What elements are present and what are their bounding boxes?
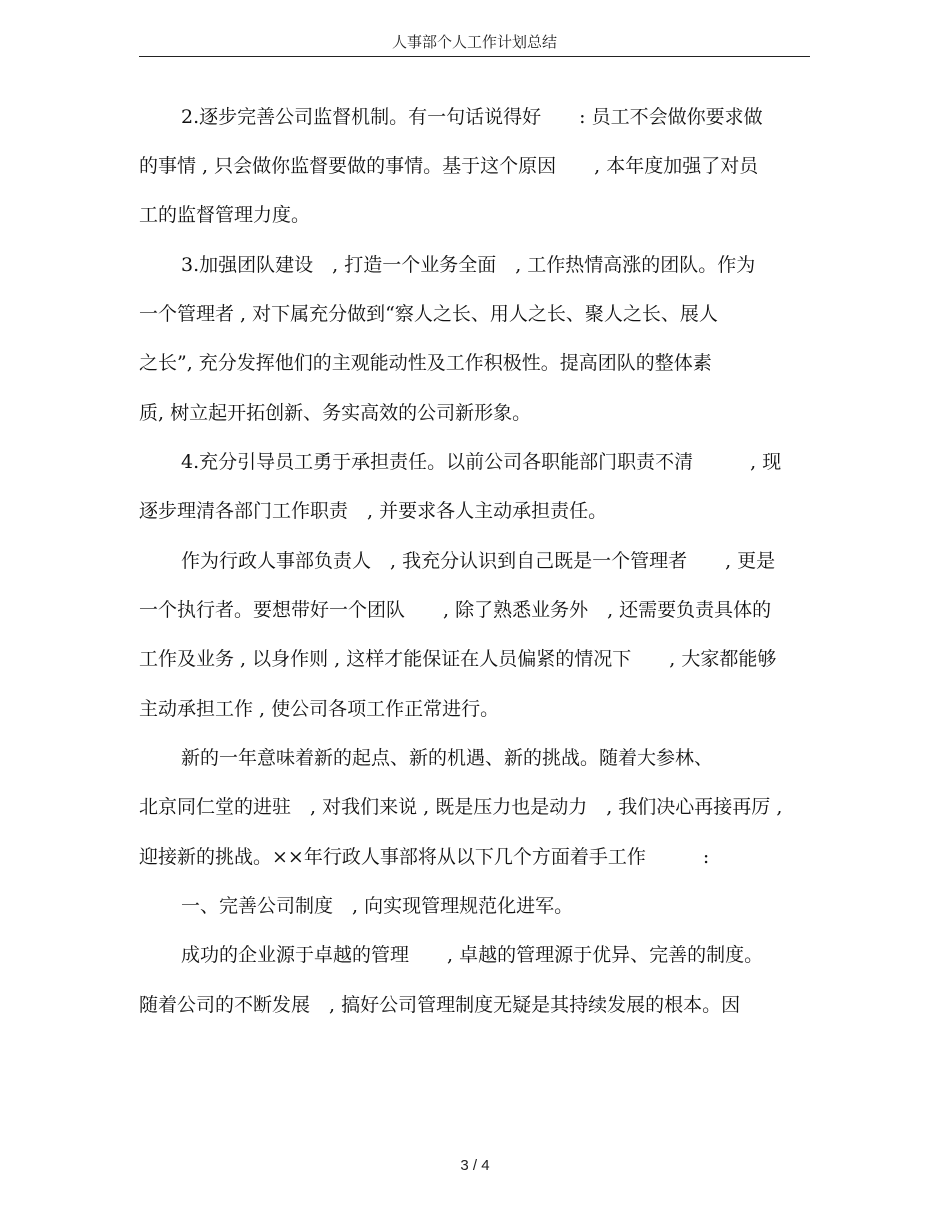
paragraph-line: 新的一年意味着新的起点、新的机遇、新的挑战。随着大参林、 — [181, 747, 714, 769]
paragraph-line: 4.充分引导员工勇于承担责任。以前公司各职能部门职责不清 , 现 — [181, 451, 782, 473]
paragraph-line: 之长”, 充分发挥他们的主观能动性及工作积极性。提高团队的整体素 — [139, 352, 712, 374]
paragraph-line: 迎接新的挑战。××年行政人事部将从以下几个方面着手工作 : — [139, 846, 710, 868]
paragraph-line: 2.逐步完善公司监督机制。有一句话说得好 : 员工不会做你要求做 — [181, 106, 763, 128]
paragraph-line: 逐步理清各部门工作职责 , 并要求各人主动承担责任。 — [139, 500, 608, 522]
paragraph-line: 成功的企业源于卓越的管理 , 卓越的管理源于优异、完善的制度。 — [181, 944, 764, 966]
paragraph-line: 工作及业务 , 以身作则 , 这样才能保证在人员偏紧的情况下 , 大家都能够 — [139, 648, 777, 670]
paragraph-line: 3.加强团队建设 , 打造一个业务全面 , 工作热情高涨的团队。作为 — [181, 254, 756, 276]
paragraph-line: 工的监督管理力度。 — [139, 204, 311, 226]
paragraph-line: 一个执行者。要想带好一个团队 , 除了熟悉业务外 , 还需要负责具体的 — [139, 599, 772, 621]
page-header — [139, 28, 810, 57]
paragraph-line: 北京同仁堂的进驻 , 对我们来说 , 既是压力也是动力 , 我们决心再接再厉 , — [139, 796, 783, 818]
paragraph-line: 随着公司的不断发展 , 搞好公司管理制度无疑是其持续发展的根本。因 — [139, 994, 741, 1016]
paragraph-line: 主动承担工作 , 使公司各项工作正常进行。 — [139, 698, 500, 720]
paragraph-line: 作为行政人事部负责人 , 我充分认识到自己既是一个管理者 , 更是 — [181, 550, 776, 572]
page-number: 3 / 4 — [460, 1157, 490, 1174]
paragraph-line: 一个管理者 , 对下属充分做到“察人之长、用人之长、聚人之长、展人 — [139, 303, 718, 325]
paragraph-line: 质, 树立起开拓创新、务实高效的公司新形象。 — [139, 402, 532, 424]
header-title: 人事部个人工作计划总结 — [391, 33, 557, 51]
paragraph-line: 的事情 , 只会做你监督要做的事情。基于这个原因 , 本年度加强了对员 — [139, 155, 759, 177]
paragraph-line: 一、完善公司制度 , 向实现管理规范化进军。 — [181, 895, 574, 917]
